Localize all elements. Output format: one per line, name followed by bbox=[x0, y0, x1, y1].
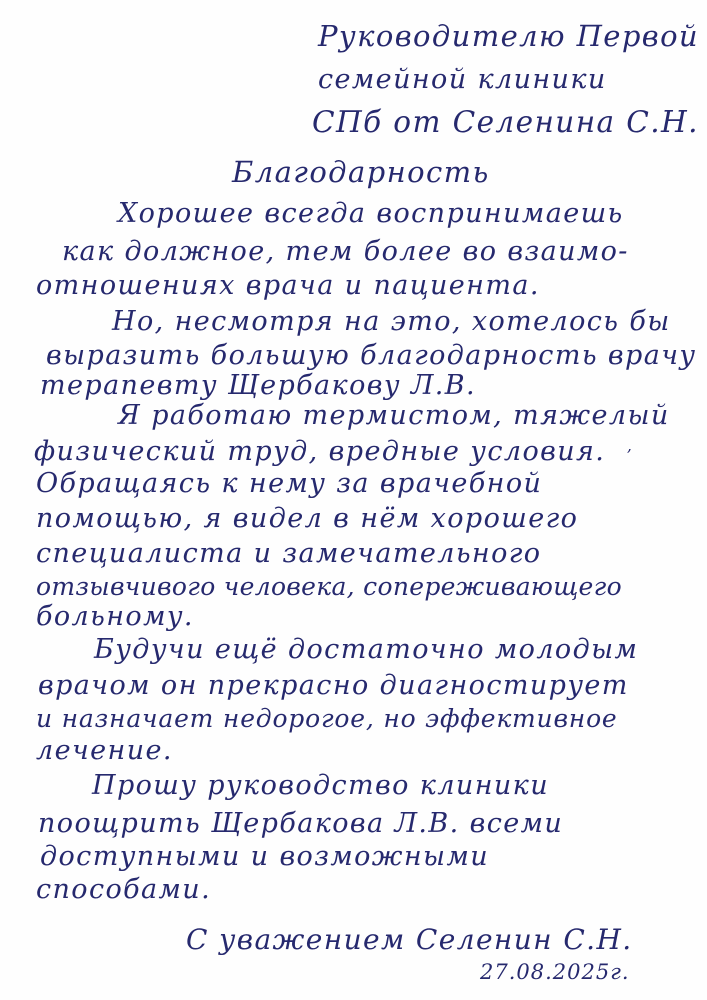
body-line-2: как должное, тем более во взаимо- bbox=[62, 236, 629, 267]
body-line-14: Будучи ещё достаточно молодым bbox=[94, 634, 639, 665]
body-line-4: Но, несмотря на это, хотелось бы bbox=[112, 306, 671, 337]
letter-title: Благодарность bbox=[232, 155, 490, 189]
body-line-20: доступными и возможными bbox=[40, 841, 490, 872]
body-line-19: поощрить Щербакова Л.В. всеми bbox=[38, 808, 564, 839]
addressee-line-3: СПб от Селенина С.Н. bbox=[312, 105, 699, 139]
body-line-6: терапевту Щербакову Л.В. bbox=[40, 370, 477, 401]
body-line-11: специалиста и замечательного bbox=[36, 538, 542, 569]
body-line-18: Прошу руководство клиники bbox=[92, 770, 549, 801]
stray-pen-mark: ʼ bbox=[626, 446, 632, 465]
closing-signature: С уважением Селенин С.Н. bbox=[186, 923, 633, 956]
body-line-17: лечение. bbox=[36, 735, 173, 766]
body-line-1: Хорошее всегда воспринимаешь bbox=[118, 198, 624, 229]
body-line-8: физический труд, вредные условия. bbox=[34, 436, 606, 467]
addressee-line-1: Руководителю Первой bbox=[318, 19, 700, 53]
body-line-16: и назначает недорогое, но эффективное bbox=[36, 704, 618, 733]
body-line-21: способами. bbox=[36, 874, 212, 905]
body-line-12: отзывчивого человека, сопереживающего bbox=[36, 572, 622, 601]
letter-date: 27.08.2025г. bbox=[480, 960, 630, 984]
body-line-5: выразить большую благодарность врачу bbox=[46, 340, 697, 371]
body-line-10: помощью, я видел в нём хорошего bbox=[36, 503, 579, 534]
addressee-line-2: семейной клиники bbox=[318, 64, 607, 95]
body-line-3: отношениях врача и пациента. bbox=[36, 270, 540, 301]
body-line-15: врачом он прекрасно диагностирует bbox=[38, 670, 629, 701]
body-line-13: больному. bbox=[36, 601, 194, 632]
body-line-9: Обращаясь к нему за врачебной bbox=[36, 468, 543, 499]
body-line-7: Я работаю термистом, тяжелый bbox=[118, 400, 670, 431]
